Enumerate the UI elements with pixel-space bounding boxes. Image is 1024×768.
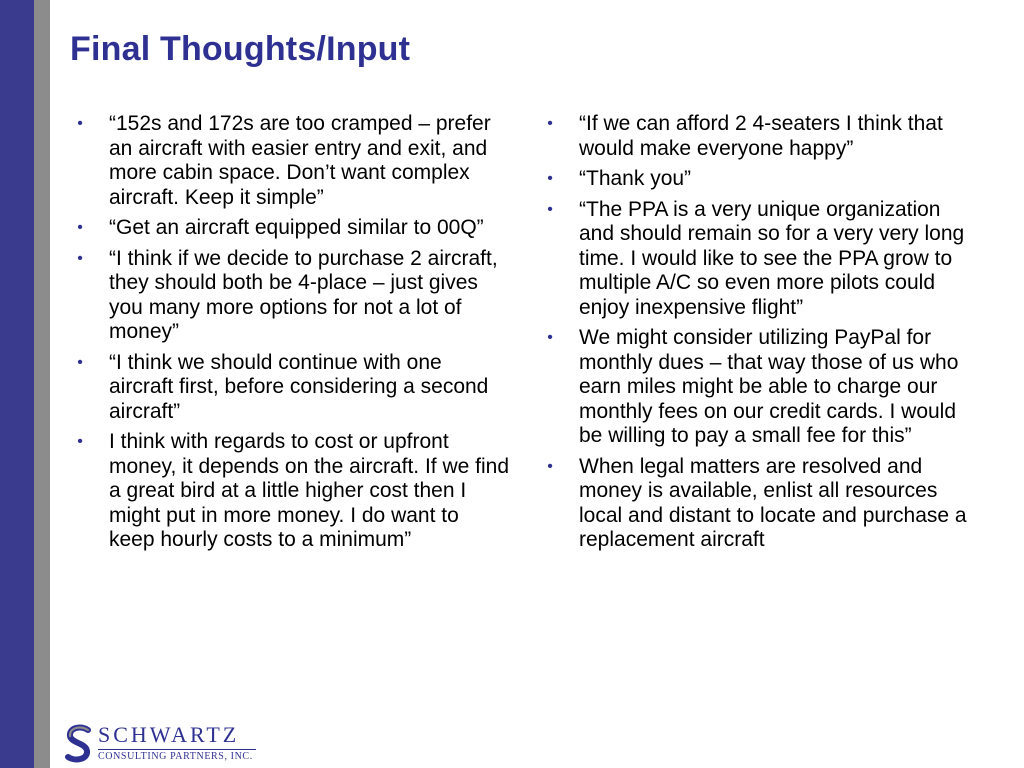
bullet-text: “If we can afford 2 4-seaters I think that would make everyone happy” [579,112,943,160]
company-logo [64,722,264,766]
secondary-bar [34,0,50,768]
bullet-text: “152s and 172s are too cramped – prefer an aircraft with easier entry and exit, and more cabin space. Don’t want complex aircraft. Keep it simple” [109,112,491,209]
bullet-text: “I think we should continue with one aircraft first, before considering a second aircraft” [109,350,489,423]
schwartz-s-mark-icon [64,724,94,764]
bullet-text: “I think if we decide to purchase 2 aircraft, they should both be 4-place – just gives you many more options for not a lot of money” [109,246,498,343]
bullet-item [540,112,980,161]
right-bullet-list [540,112,980,559]
logo-name: SCHWARTZ [98,722,240,747]
accent-bar [0,0,34,768]
bullet-item [70,430,510,553]
bullet-text: “Get an aircraft equipped similar to 00Q” [109,216,484,239]
bullet-item [540,326,980,449]
left-bullet-list [70,112,510,559]
bullet-icon: • [77,115,83,132]
bullet-item [540,455,980,553]
logo-subtitle: CONSULTING PARTNERS, INC. [98,751,253,762]
bullet-icon: • [77,249,83,267]
bullet-text: “Thank you” [579,167,692,190]
bullet-item [70,247,510,345]
bullet-icon: • [547,170,553,187]
bullet-icon: • [547,200,553,218]
bullet-icon: • [547,457,553,475]
bullet-item [70,216,510,241]
bullet-icon: • [77,219,83,236]
bullet-icon: • [77,433,83,450]
slide-title: Final Thoughts/Input [70,30,411,68]
bullet-text: “The PPA is a very unique organization and should remain so for a very very long time. I would like to see the PPA grow to multiple A/C so even more pilots could enjoy inexpensive flight” [579,197,965,319]
bullet-text: We might consider utilizing PayPal for monthly dues – that way those of us who earn miles might be able to charge our monthly fees on our credit cards. I would be willing to pay a small fee for this” [579,326,959,447]
bullet-text: I think with regards to cost or upfront money, it depends on the aircraft. If we find a great bird at a little higher cost then I might put in more money. I do want to keep hourly costs to a minimum” [109,430,509,551]
bullet-text: When legal matters are resolved and money is available, enlist all resources local and distant to locate and purchase a replacement aircraft [579,454,967,551]
bullet-item [70,112,510,210]
bullet-icon: • [547,115,553,132]
bullet-item [540,167,980,192]
logo-divider [98,749,256,750]
bullet-icon: • [547,329,553,346]
bullet-item [70,351,510,425]
bullet-item [540,198,980,321]
bullet-icon: • [77,353,83,371]
